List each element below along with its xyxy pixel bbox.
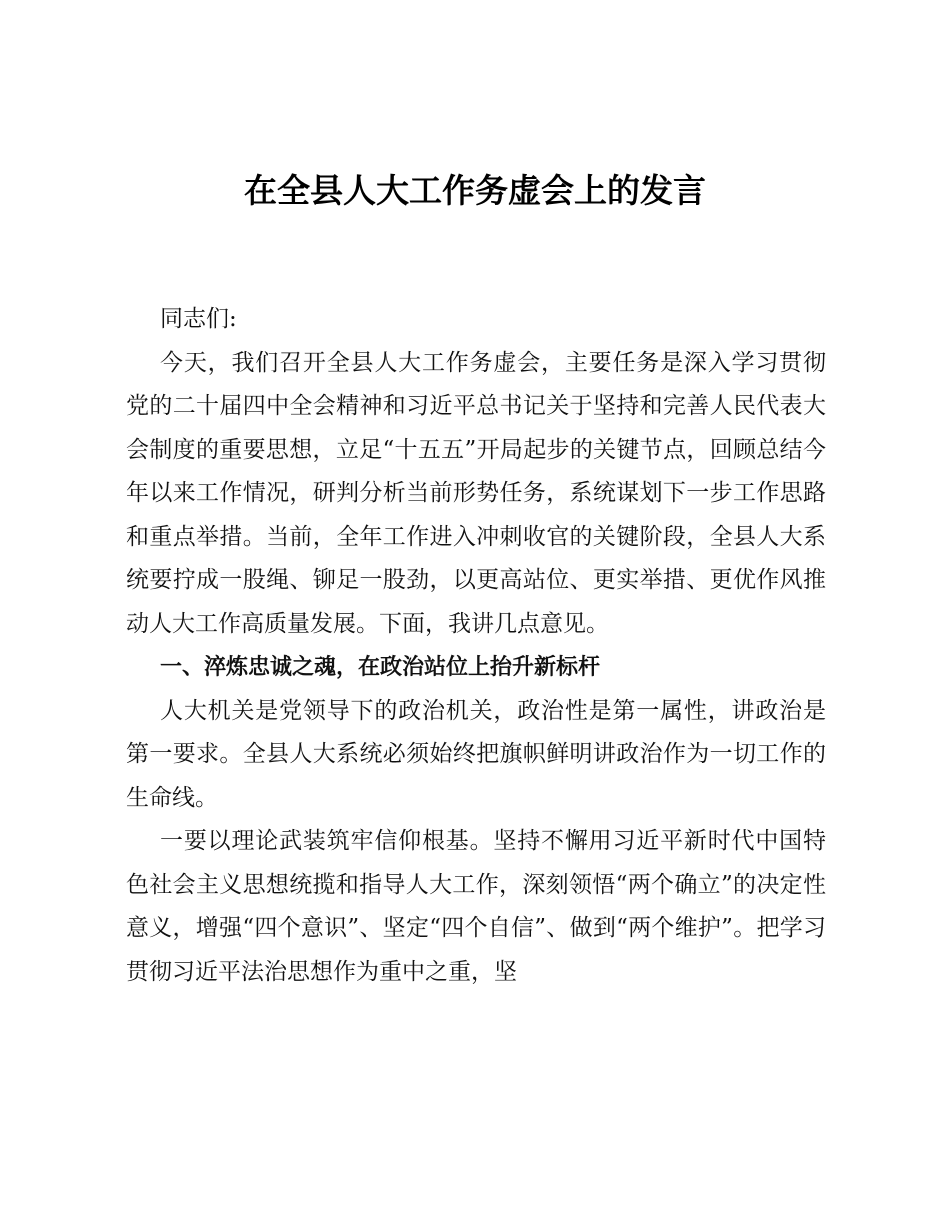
document-body xyxy=(126,298,826,994)
intro-paragraph: 今天，我们召开全县人大工作务虚会，主要任务是深入学习贯彻党的二十届四中全会精神和习近平总书记关于坚持和完善人民代表大会制度的重要思想，立足“十五五”开局起步的关键节点，回顾总结今年以来工作情况，研判分析当前形势任务，系统谋划下一步工作思路和重点举措。当前，全年工作进入冲刺收官的关键阶段，全县人大系统要拧成一股绳、铆足一股劲，以更高站位、更实举措、更优作风推动人大工作高质量发展。下面，我讲几点意见。 xyxy=(126,349,826,637)
salutation-paragraph: 同志们: xyxy=(160,306,237,332)
document-title: 在全县人大工作务虚会上的发言 xyxy=(244,171,706,210)
section-heading: 一、淬炼忠诚之魂，在政治站位上抬升新标杆 xyxy=(160,655,601,680)
body-paragraph: 一要以理论武装筑牢信仰根基。坚持不懈用习近平新时代中国特色社会主义思想统揽和指导人大工作，深刻领悟“两个确立”的决定性意义，增强“四个意识”、坚定“四个自信”、做到“两个维护”。把学习贯彻习近平法治思想作为重中之重，坚 xyxy=(126,828,826,985)
body-paragraph: 人大机关是党领导下的政治机关，政治性是第一属性，讲政治是第一要求。全县人大系统必须始终把旗帜鲜明讲政治作为一切工作的生命线。 xyxy=(126,697,826,811)
